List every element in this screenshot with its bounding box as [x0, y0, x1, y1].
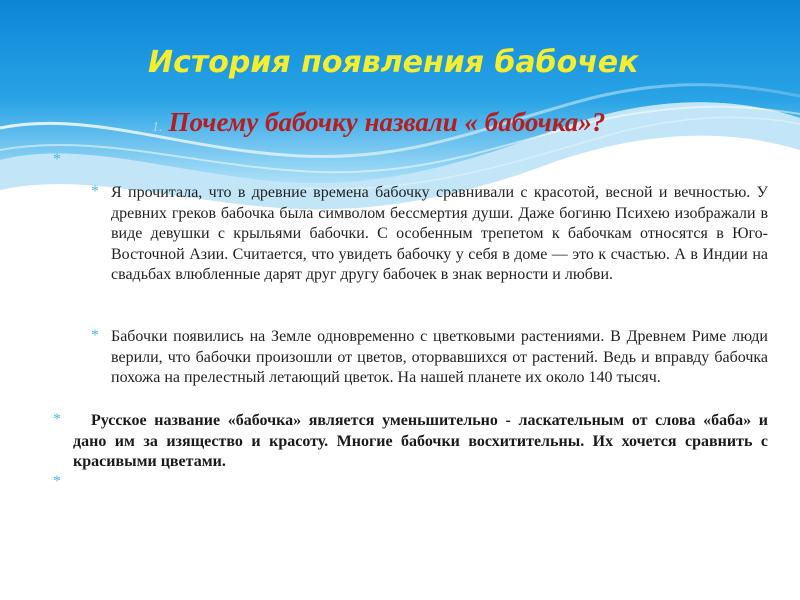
- paragraph-name-origin: Русское название «бабочка» является уменьшительно - ласкательным от слова «баба» и дано им за изящество и красоту. Многие бабочки восхитительны. Их хочется сравнить с красивыми цветами.: [73, 412, 768, 470]
- paragraph-history: Я прочитала, что в древние времена бабочку сравнивали с красотой, весной и вечностью. У древних греков бабочка была символом бессмертия души. Даже богиню Психею изображали в виде девушки с крыльями бабочки. С особенным трепетом к бабочкам относятся в Юго-Восточной Азии. Считается, что увидеть бабочку у себя в доме — это к счастью. А в Индии на свадьбах влюбленные дарят друг другу бабочек в знак верности и любви.: [111, 184, 768, 283]
- subtitle-number: 1.: [152, 120, 163, 135]
- bullet-icon: *: [91, 327, 99, 344]
- slide-subtitle: [152, 107, 605, 138]
- bullet-icon: *: [53, 411, 61, 428]
- bullet-icon: *: [53, 151, 61, 168]
- bullet-icon: *: [53, 473, 61, 490]
- bullet-icon: *: [91, 183, 99, 200]
- slide-title: История появления бабочек: [148, 45, 639, 80]
- subtitle-text: Почему бабочку назвали « бабочка»?: [168, 107, 606, 137]
- paragraph-origin: Бабочки появились на Земле одновременно с цветковыми растениями. В Древнем Риме люди верили, что бабочки произошли от цветов, оторвавшихся от растений. Ведь и вправду бабочка похожа на прелестный летающий цветок. На нашей планете их около 140 тысяч.: [111, 328, 768, 386]
